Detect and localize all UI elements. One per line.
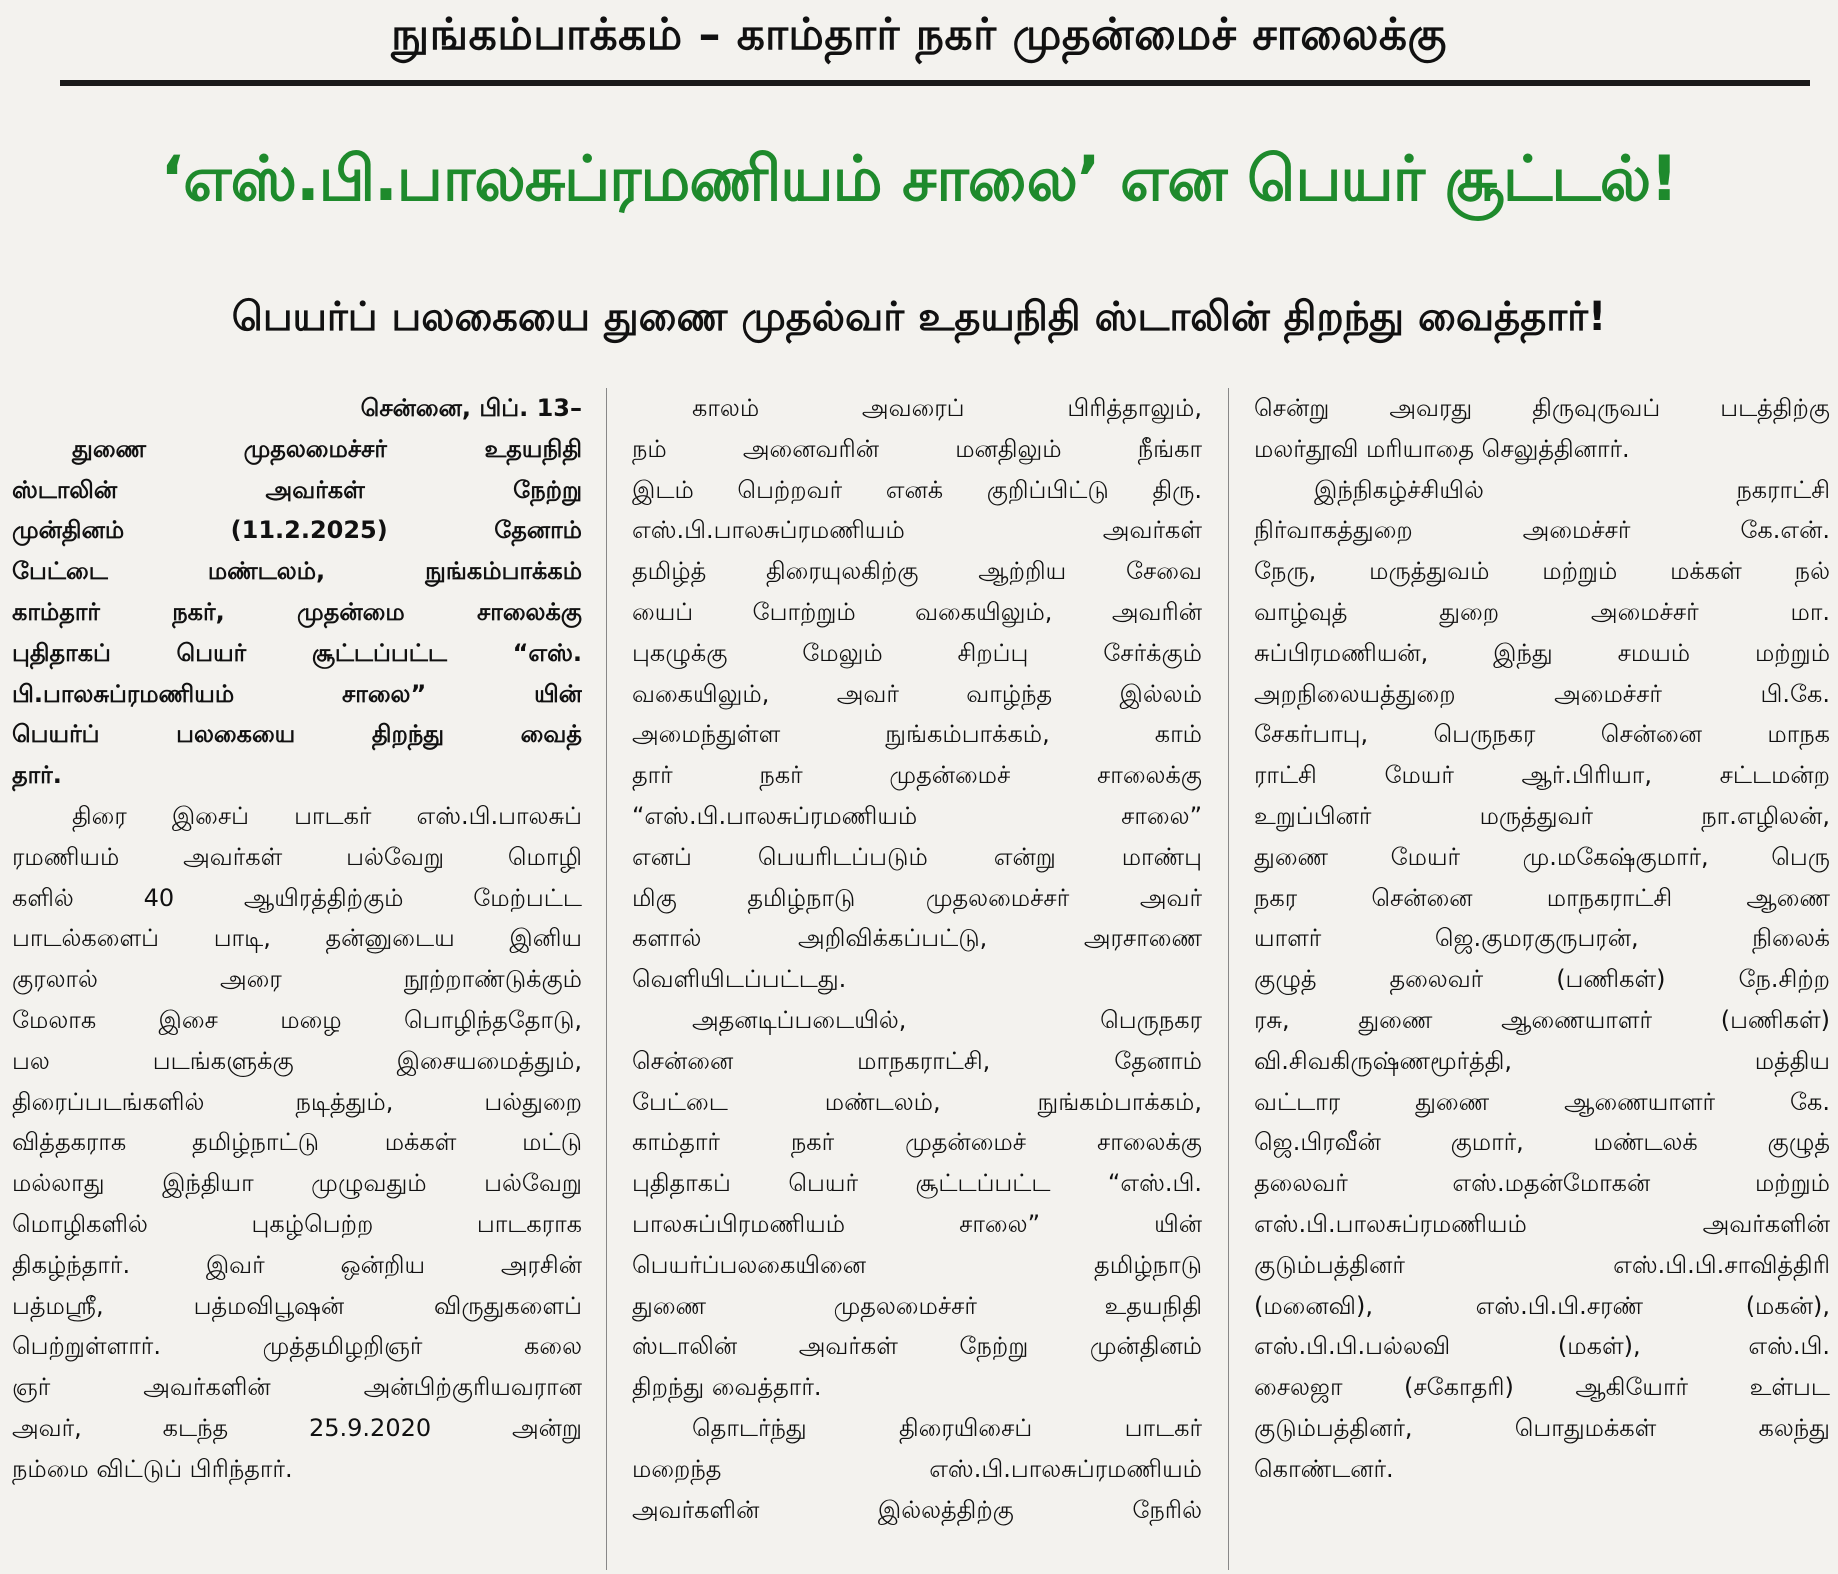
text-line: ஞர் அவர்களின் அன்பிற்குரியவரான: [12, 1373, 582, 1402]
text-line: திறந்து வைத்தார்.: [632, 1373, 822, 1402]
text-line: பல படங்களுக்கு இசையமைத்தும்,: [12, 1046, 582, 1075]
text-line: ரமணியம் அவர்கள் பல்வேறு மொழி: [12, 842, 582, 871]
text-line: புகழுக்கு மேலும் சிறப்பு சேர்க்கும்: [632, 638, 1202, 667]
text-line: நம்மை விட்டுப் பிரிந்தார்.: [12, 1454, 293, 1483]
text-line: மேலாக இசை மழை பொழிந்ததோடு,: [12, 1005, 582, 1034]
text-line: சேகர்பாபு, பெருநகர சென்னை மாநக: [1254, 720, 1830, 749]
text-line: வித்தகராக தமிழ்நாட்டு மக்கள் மட்டு: [12, 1128, 582, 1157]
text-line: எஸ்.பி.பாலசுப்ரமணியம் அவர்களின்: [1254, 1209, 1830, 1238]
text-line: முன்தினம் (11.2.2025) தேனாம்: [12, 516, 582, 545]
text-line: ராட்சி மேயர் ஆர்.பிரியா, சட்டமன்ற: [1254, 761, 1830, 790]
text-line: திகழ்ந்தார். இவர் ஒன்றிய அரசின்: [12, 1250, 582, 1279]
text-line: களில் 40 ஆயிரத்திற்கும் மேற்பட்ட: [12, 883, 582, 912]
text-line: ஜெ.பிரவீன் குமார், மண்டலக் குழுத்: [1254, 1128, 1830, 1157]
article-column-3: [1254, 388, 1830, 1490]
text-line: பாலசுப்பிரமணியம் சாலை” யின்: [632, 1209, 1202, 1238]
text-line: நேரு, மருத்துவம் மற்றும் மக்கள் நல்: [1254, 557, 1830, 586]
text-line: பத்மஸ்ரீ, பத்மவிபூஷன் விருதுகளைப்: [12, 1291, 582, 1320]
text-line: மொழிகளில் புகழ்பெற்ற பாடகராக: [12, 1209, 582, 1238]
text-line: மறைந்த எஸ்.பி.பாலசுப்ரமணியம்: [632, 1454, 1202, 1483]
column-divider: [1228, 388, 1229, 1570]
text-line: திரைப்படங்களில் நடித்தும், பல்துறை: [12, 1087, 582, 1116]
text-line: வாழ்வுத் துறை அமைச்சர் மா.: [1254, 597, 1830, 626]
text-line: பெற்றுள்ளார். முத்தமிழறிஞர் கலை: [12, 1332, 582, 1361]
kicker-underline: [60, 80, 1810, 86]
main-headline: ‘எஸ்.பி.பாலசுப்ரமணியம் சாலை’ என பெயர் சூட்டல்!: [160, 142, 1678, 215]
text-line: எனப் பெயரிடப்படும் என்று மாண்பு: [632, 842, 1202, 871]
text-line: புதிதாகப் பெயர் சூட்டப்பட்ட “எஸ்.: [12, 638, 582, 667]
body-paragraph: [632, 388, 1202, 1000]
text-line: குரலால் அரை நூற்றாண்டுக்கும்: [12, 965, 582, 994]
text-line: ரசு, துணை ஆணையாளர் (பணிகள்): [1254, 1005, 1830, 1034]
column-divider: [606, 388, 607, 1570]
text-line: மலர்தூவி மரியாதை செலுத்தினார்.: [1254, 434, 1630, 463]
text-line: தார்.: [12, 761, 62, 790]
article-column-2: [632, 388, 1202, 1530]
text-line: வெளியிடப்பட்டது.: [632, 965, 847, 994]
text-line: அதனடிப்படையில், பெருநகர: [692, 1005, 1202, 1034]
text-line: அவர், கடந்த 25.9.2020 அன்று: [12, 1413, 582, 1442]
text-line: “எஸ்.பி.பாலசுப்ரமணியம் சாலை”: [632, 801, 1202, 830]
article-column-1: [12, 388, 582, 1490]
text-line: சைலஜா (சகோதரி) ஆகியோர் உள்பட: [1254, 1373, 1830, 1402]
text-line: நகர சென்னை மாநகராட்சி ஆணை: [1254, 883, 1830, 912]
text-line: பேட்டை மண்டலம், நுங்கம்பாக்கம்,: [632, 1087, 1202, 1116]
text-line: தமிழ்த் திரையுலகிற்கு ஆற்றிய சேவை: [632, 557, 1202, 586]
text-line: பெயர்ப் பலகையை திறந்து வைத்: [12, 720, 582, 749]
text-line: அவர்களின் இல்லத்திற்கு நேரில்: [632, 1495, 1202, 1524]
text-line: துணை முதலமைச்சர் உதயநிதி: [632, 1291, 1202, 1320]
lead-paragraph: [12, 388, 582, 796]
text-line: துணை முதலமைச்சர் உதயநிதி: [72, 434, 582, 463]
text-line: இந்நிகழ்ச்சியில் நகராட்சி: [1314, 475, 1830, 504]
text-line: வட்டார துணை ஆணையாளர் கே.: [1254, 1087, 1830, 1116]
text-line: வி.சிவகிருஷ்ணமூர்த்தி, மத்திய: [1254, 1046, 1830, 1075]
text-line: யாளர் ஜெ.குமரகுருபரன், நிலைக்: [1254, 924, 1830, 953]
text-line: குடும்பத்தினர் எஸ்.பி.பி.சாவித்திரி: [1254, 1250, 1830, 1279]
text-line: யைப் போற்றும் வகையிலும், அவரின்: [632, 597, 1202, 626]
kicker-headline: நுங்கம்பாக்கம் – காம்தார் நகர் முதன்மைச் சாலைக்கு: [391, 9, 1447, 60]
text-line: களால் அறிவிக்கப்பட்டு, அரசாணை: [632, 924, 1202, 953]
text-line: ஸ்டாலின் அவர்கள் நேற்று முன்தினம்: [632, 1332, 1202, 1361]
text-line: சென்னை மாநகராட்சி, தேனாம்: [632, 1046, 1202, 1075]
text-line: நம் அனைவரின் மனதிலும் நீங்கா: [632, 434, 1202, 463]
text-line: துணை மேயர் மு.மகேஷ்குமார், பெரு: [1254, 842, 1830, 871]
text-line: எஸ்.பி.பாலசுப்ரமணியம் அவர்கள்: [632, 516, 1202, 545]
text-line: எஸ்.பி.பி.பல்லவி (மகள்), எஸ்.பி.: [1254, 1332, 1830, 1361]
text-line: நிர்வாகத்துறை அமைச்சர் கே.என்.: [1254, 516, 1830, 545]
body-paragraph: [1254, 470, 1830, 1490]
text-line: பெயர்ப்பலகையினை தமிழ்நாடு: [632, 1250, 1202, 1279]
sub-headline: பெயர்ப் பலகையை துணை முதல்வர் உதயநிதி ஸ்டாலின் திறந்து வைத்தார்!: [231, 294, 1607, 340]
text-line: ஸ்டாலின் அவர்கள் நேற்று: [12, 475, 582, 504]
text-line: சென்று அவரது திருவுருவப் படத்திற்கு: [1254, 394, 1830, 422]
text-line: குழுத் தலைவர் (பணிகள்) நே.சிற்ற: [1254, 965, 1830, 994]
text-line: திரை இசைப் பாடகர் எஸ்.பி.பாலசுப்: [72, 801, 582, 830]
text-line: வகையிலும், அவர் வாழ்ந்த இல்லம்: [632, 679, 1202, 708]
text-line: காம்தார் நகர், முதன்மை சாலைக்கு: [12, 597, 582, 626]
body-paragraph: [632, 1408, 1202, 1530]
text-line: தொடர்ந்து திரையிசைப் பாடகர்: [692, 1413, 1202, 1442]
text-line: மல்லாது இந்தியா முழுவதும் பல்வேறு: [12, 1169, 582, 1198]
text-line: மிகு தமிழ்நாடு முதலமைச்சர் அவர்: [632, 883, 1202, 912]
text-line: காம்தார் நகர் முதன்மைச் சாலைக்கு: [632, 1128, 1202, 1157]
text-line: இடம் பெற்றவர் எனக் குறிப்பிட்டு திரு.: [632, 475, 1202, 504]
text-line: குடும்பத்தினர், பொதுமக்கள் கலந்து: [1254, 1413, 1830, 1442]
text-line: (மனைவி), எஸ்.பி.பி.சரண் (மகன்),: [1254, 1291, 1830, 1320]
body-paragraph: [1254, 388, 1830, 470]
text-line: கொண்டனர்.: [1254, 1454, 1394, 1483]
text-line: உறுப்பினர் மருத்துவர் நா.எழிலன்,: [1254, 801, 1830, 830]
text-line: அமைந்துள்ள நுங்கம்பாக்கம், காம்: [632, 720, 1202, 749]
text-line: காலம் அவரைப் பிரித்தாலும்,: [692, 394, 1202, 422]
text-line: அறநிலையத்துறை அமைச்சர் பி.கே.: [1254, 679, 1830, 708]
text-line: தார் நகர் முதன்மைச் சாலைக்கு: [632, 761, 1202, 790]
text-line: பாடல்களைப் பாடி, தன்னுடைய இனிய: [12, 924, 582, 953]
body-paragraph: [632, 1000, 1202, 1408]
text-line: பி.பாலசுப்ரமணியம் சாலை” யின்: [12, 679, 582, 708]
text-line: சுப்பிரமணியன், இந்து சமயம் மற்றும்: [1254, 638, 1830, 667]
dateline: சென்னை, பிப். 13–: [360, 394, 582, 422]
text-line: புதிதாகப் பெயர் சூட்டப்பட்ட “எஸ்.பி.: [632, 1169, 1202, 1198]
text-line: தலைவர் எஸ்.மதன்மோகன் மற்றும்: [1254, 1169, 1830, 1198]
body-paragraph: [12, 796, 582, 1490]
text-line: பேட்டை மண்டலம், நுங்கம்பாக்கம்: [12, 557, 582, 586]
